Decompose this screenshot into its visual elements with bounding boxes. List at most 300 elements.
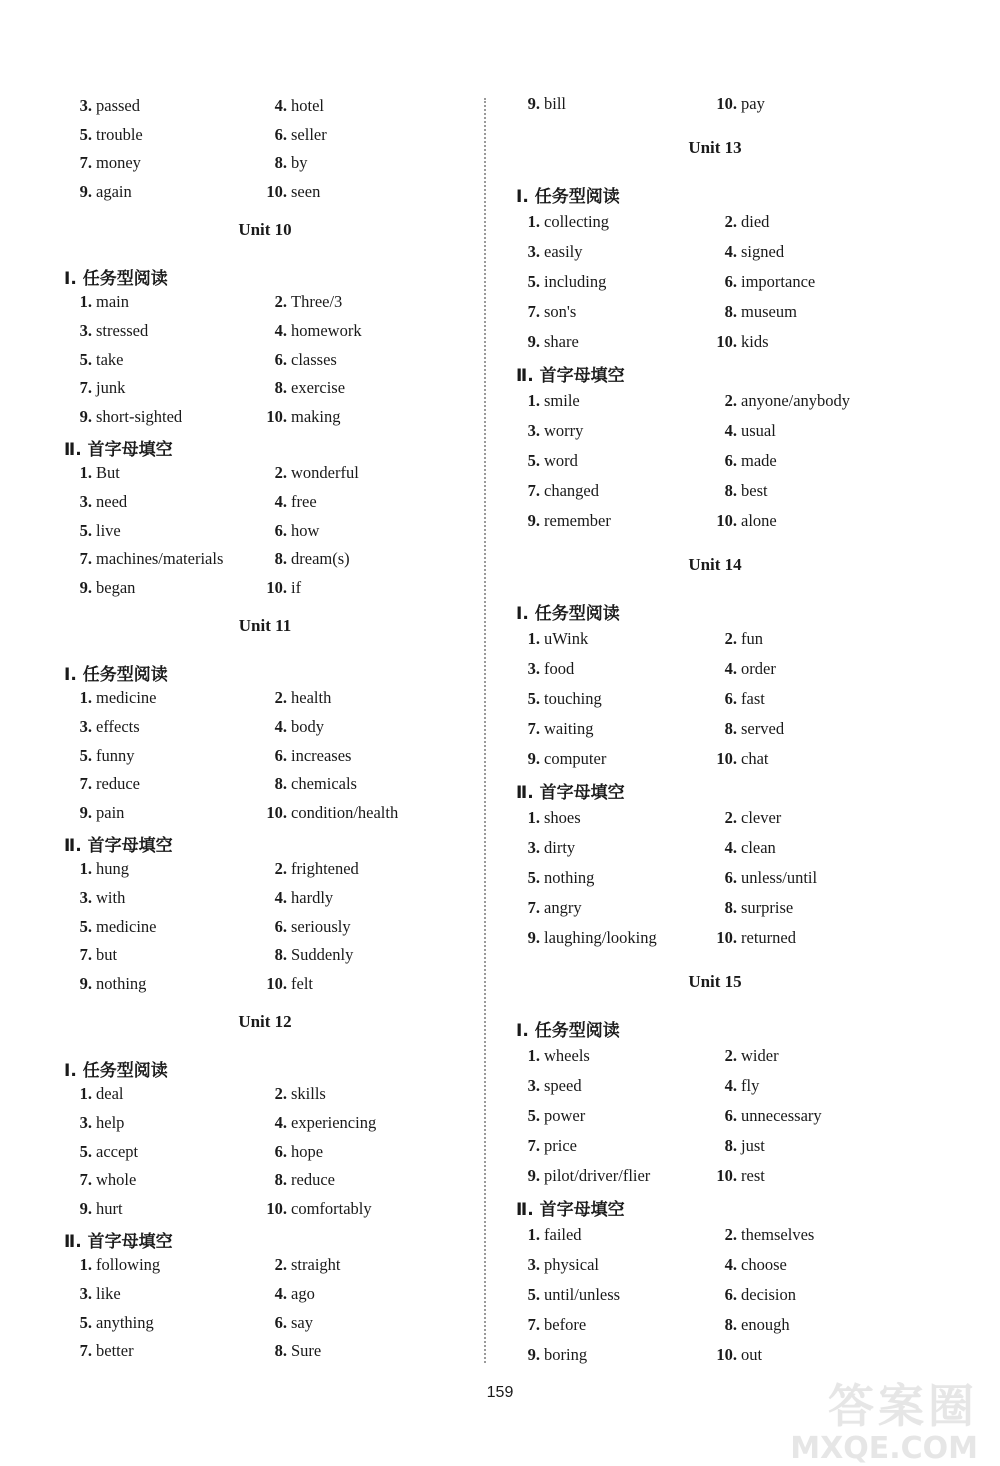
answer-number: 9. (79, 1198, 92, 1218)
answer-item (715, 1225, 814, 1245)
answer-item (518, 928, 657, 948)
answer-text: hotel (291, 96, 324, 115)
answer-number: 3. (79, 1284, 92, 1303)
answer-item (518, 868, 594, 888)
answer-number: 2. (274, 1084, 287, 1104)
unit-title: Unit 12 (238, 1012, 292, 1032)
answer-text: son's (544, 301, 577, 321)
answer-text: reduce (96, 774, 140, 794)
answer-number: 3. (79, 321, 92, 340)
answer-text: wheels (544, 1045, 590, 1065)
answer-number: 2. (724, 628, 737, 648)
answer-text: importance (741, 271, 816, 291)
answer-number: 10. (716, 94, 737, 113)
answer-number: 10. (716, 331, 737, 351)
answer-text: but (96, 945, 118, 965)
section-title: Ⅱ. 首字母填空 (516, 366, 625, 387)
answer-text: served (741, 718, 785, 738)
answer-number: 7. (79, 549, 92, 569)
answer-number: 8. (274, 774, 287, 794)
answer-item (715, 302, 797, 322)
answer-number: 7. (79, 378, 92, 398)
answer-text: better (96, 1341, 134, 1361)
answer-number: 7. (527, 481, 540, 501)
answer-item (265, 182, 320, 202)
answer-item (265, 1170, 335, 1190)
answer-number: 6. (724, 688, 737, 708)
answer-item (518, 838, 575, 858)
answer-text: share (544, 331, 579, 351)
answer-item (518, 749, 606, 769)
answer-text: comfortably (291, 1198, 372, 1218)
answer-item (715, 689, 765, 709)
answer-text: hope (291, 1141, 324, 1161)
answer-text: waiting (544, 718, 594, 738)
answer-number: 7. (527, 301, 540, 321)
answer-item (265, 1284, 315, 1304)
answer-number: 3. (527, 658, 540, 678)
answer-item (265, 292, 342, 312)
answer-number: 10. (716, 1345, 737, 1364)
answer-item (518, 659, 574, 679)
answer-text: fun (741, 628, 763, 648)
answer-text: physical (544, 1255, 599, 1275)
answer-item (265, 859, 359, 879)
answer-text: returned (741, 928, 796, 947)
answer-text: just (741, 1135, 765, 1155)
unit-title: Unit 13 (688, 137, 742, 157)
answer-text: began (96, 577, 136, 597)
answer-item (715, 898, 793, 918)
answer-text: themselves (741, 1225, 815, 1245)
section-title: Ⅱ. 首字母填空 (64, 836, 173, 857)
answer-text: including (544, 271, 607, 291)
answer-item (715, 1166, 765, 1186)
answer-text: enough (741, 1315, 790, 1335)
answer-number: 10. (266, 802, 287, 822)
answer-number: 8. (274, 1170, 287, 1190)
answer-number: 3. (79, 1113, 92, 1132)
answer-text: experiencing (291, 1113, 377, 1132)
answer-item (715, 629, 763, 649)
answer-text: fast (741, 688, 765, 708)
answer-item (265, 96, 324, 116)
answer-number: 10. (266, 181, 287, 201)
answer-text: dirty (544, 838, 576, 858)
answer-item (70, 378, 125, 398)
answer-text: live (96, 520, 121, 540)
answer-text: speed (544, 1075, 582, 1095)
answer-text: died (741, 211, 770, 231)
answer-text: shoes (544, 808, 581, 828)
answer-item (518, 1166, 650, 1186)
answer-number: 2. (274, 1255, 287, 1275)
watermark-logo (718, 1380, 978, 1466)
answer-item (265, 321, 362, 341)
answer-item (715, 1285, 796, 1305)
answer-number: 4. (724, 421, 737, 441)
answer-text: dream(s) (291, 549, 350, 569)
answer-text: uWink (544, 628, 589, 648)
answer-item (715, 1076, 759, 1096)
answer-item (518, 451, 578, 471)
answer-text: help (96, 1113, 125, 1132)
answer-number: 3. (79, 888, 92, 907)
answer-number: 7. (79, 1170, 92, 1190)
answer-text: surprise (741, 898, 794, 918)
answer-item (715, 838, 776, 858)
answer-text: word (544, 451, 578, 471)
answer-number: 6. (274, 916, 287, 936)
answer-text: felt (291, 973, 313, 993)
answer-item (265, 688, 331, 708)
answer-item (715, 212, 769, 232)
answer-item (265, 350, 337, 370)
answer-item (265, 1255, 341, 1275)
answer-text: seriously (291, 916, 351, 936)
answer-number: 3. (527, 838, 540, 858)
answer-text: rest (741, 1165, 765, 1185)
answer-text: wider (741, 1045, 779, 1065)
answer-number: 4. (724, 1075, 737, 1095)
answer-item (70, 463, 120, 483)
answer-text: price (544, 1135, 577, 1155)
answer-item (518, 898, 582, 918)
answer-item (715, 511, 777, 531)
answer-text: Sure (291, 1341, 322, 1361)
answer-number: 4. (274, 1113, 287, 1132)
answer-number: 8. (274, 945, 287, 965)
answer-number: 2. (724, 391, 737, 411)
answer-text: Suddenly (291, 945, 354, 965)
answer-item (265, 492, 317, 512)
answer-item (518, 242, 583, 262)
answer-text: effects (96, 717, 140, 736)
answer-number: 4. (274, 888, 287, 907)
answer-number: 9. (527, 928, 540, 947)
answer-number: 5. (79, 349, 92, 369)
answer-item (70, 292, 129, 312)
answer-item (265, 1199, 372, 1219)
answer-item (70, 1142, 138, 1162)
answer-item (265, 407, 341, 427)
answer-text: until/unless (544, 1285, 621, 1305)
answer-number: 3. (79, 96, 92, 115)
answer-item (70, 1084, 123, 1104)
answer-number: 1. (527, 1225, 540, 1245)
answer-number: 2. (274, 463, 287, 483)
answer-item (518, 94, 566, 114)
answer-number: 6. (724, 1285, 737, 1305)
answer-number: 2. (724, 1225, 737, 1245)
answer-number: 8. (274, 378, 287, 398)
answer-number: 10. (266, 577, 287, 597)
answer-number: 5. (527, 1105, 540, 1125)
answer-number: 10. (716, 748, 737, 768)
answer-number: 6. (724, 451, 737, 471)
answer-item (518, 808, 581, 828)
answer-item (518, 629, 588, 649)
answer-number: 2. (724, 1045, 737, 1065)
answer-item (518, 1255, 599, 1275)
answer-item (518, 1225, 582, 1245)
answer-text: before (544, 1315, 587, 1335)
answer-item (715, 868, 817, 888)
section-title: Ⅱ. 首字母填空 (516, 1200, 625, 1221)
answer-text: funny (96, 745, 135, 765)
answer-text: deal (96, 1084, 124, 1104)
answer-item (715, 719, 784, 739)
answer-item (70, 746, 135, 766)
answer-item (518, 1106, 585, 1126)
answer-item (265, 888, 333, 908)
answer-item (715, 1046, 779, 1066)
answer-item (265, 1142, 323, 1162)
answer-number: 5. (527, 1285, 540, 1305)
answer-number: 4. (274, 321, 287, 340)
answer-number: 1. (79, 463, 92, 483)
answer-item (265, 746, 351, 766)
answer-text: choose (741, 1255, 787, 1275)
answer-item (70, 350, 123, 370)
answer-number: 1. (79, 292, 92, 312)
answer-item (715, 451, 777, 471)
answer-number: 7. (79, 774, 92, 794)
answer-text: free (291, 492, 317, 511)
section-title: Ⅰ. 任务型阅读 (516, 186, 620, 207)
answer-number: 2. (274, 292, 287, 312)
unit-title: Unit 14 (688, 554, 742, 574)
answer-number: 4. (724, 241, 737, 261)
answer-text: But (96, 463, 120, 483)
answer-item (265, 974, 313, 994)
section-title: Ⅱ. 首字母填空 (64, 1232, 173, 1253)
answer-item (265, 549, 350, 569)
answer-item (265, 463, 359, 483)
answer-text: condition/health (291, 802, 399, 822)
answer-number: 3. (527, 1255, 540, 1275)
answer-number: 7. (79, 945, 92, 965)
answer-item (518, 421, 583, 441)
answer-text: computer (544, 748, 607, 768)
answer-text: following (96, 1255, 161, 1275)
answer-number: 10. (716, 1165, 737, 1185)
answer-text: skills (291, 1084, 326, 1104)
section-title: Ⅰ. 任务型阅读 (64, 269, 168, 290)
answer-text: remember (544, 511, 611, 530)
answer-item (715, 1106, 822, 1126)
answer-number: 1. (527, 391, 540, 411)
answer-item (715, 928, 796, 948)
answer-item (70, 974, 146, 994)
answer-number: 8. (724, 301, 737, 321)
answer-text: clean (741, 838, 776, 858)
answer-number: 2. (274, 859, 287, 879)
answer-text: made (741, 451, 777, 471)
answer-text: junk (96, 378, 126, 398)
answer-text: by (291, 153, 308, 173)
answer-number: 10. (716, 928, 737, 947)
section-title: Ⅰ. 任务型阅读 (64, 665, 168, 686)
answer-text: nothing (544, 868, 595, 888)
answer-number: 2. (724, 808, 737, 828)
answer-text: fly (741, 1075, 760, 1095)
answer-item (70, 945, 117, 965)
answer-item (715, 242, 784, 262)
answer-item (70, 549, 223, 569)
answer-number: 6. (274, 349, 287, 369)
answer-number: 10. (266, 973, 287, 993)
answer-text: decision (741, 1285, 796, 1305)
answer-text: seller (291, 124, 327, 144)
answer-item (518, 511, 611, 531)
answer-number: 5. (79, 124, 92, 144)
answer-item (70, 717, 140, 737)
section-title: Ⅱ. 首字母填空 (64, 440, 173, 461)
answer-text: easily (544, 241, 583, 261)
answer-number: 4. (274, 492, 287, 511)
answer-text: chat (741, 748, 769, 768)
answer-number: 5. (79, 520, 92, 540)
answer-number: 7. (79, 1341, 92, 1361)
answer-number: 1. (79, 1084, 92, 1104)
answer-item (70, 803, 124, 823)
answer-text: classes (291, 349, 337, 369)
answer-number: 7. (79, 153, 92, 173)
answer-text: like (96, 1284, 121, 1303)
answer-item (715, 808, 781, 828)
answer-number: 6. (274, 520, 287, 540)
answer-text: wonderful (291, 463, 359, 483)
answer-number: 3. (527, 421, 540, 441)
answer-number: 9. (79, 973, 92, 993)
answer-number: 1. (527, 808, 540, 828)
answer-number: 8. (724, 481, 737, 501)
answer-text: reduce (291, 1170, 335, 1190)
answer-item (518, 1315, 586, 1335)
answer-number: 9. (527, 94, 540, 113)
answer-text: hardly (291, 888, 334, 907)
answer-text: frightened (291, 859, 359, 879)
answer-number: 5. (527, 868, 540, 888)
answer-item (265, 378, 345, 398)
answer-text: making (291, 406, 341, 426)
answer-text: signed (741, 241, 785, 261)
answer-item (715, 1315, 790, 1335)
answer-item (70, 1284, 121, 1304)
answer-text: seen (291, 181, 321, 201)
answer-number: 9. (527, 511, 540, 530)
answer-text: body (291, 717, 324, 736)
answer-number: 8. (274, 549, 287, 569)
answer-item (518, 1136, 577, 1156)
answer-text: bill (544, 94, 567, 113)
answer-item (70, 1313, 154, 1333)
answer-text: anything (96, 1312, 154, 1332)
answer-number: 4. (724, 838, 737, 858)
answer-number: 9. (79, 577, 92, 597)
answer-text: touching (544, 688, 602, 708)
answer-number: 4. (724, 658, 737, 678)
answer-item (70, 182, 132, 202)
answer-item (715, 481, 768, 501)
answer-text: smile (544, 391, 580, 411)
answer-number: 6. (274, 124, 287, 144)
answer-item (265, 521, 319, 541)
answer-text: how (291, 520, 320, 540)
answer-number: 3. (527, 241, 540, 261)
answer-item (70, 125, 143, 145)
answer-number: 1. (527, 1045, 540, 1065)
answer-text: if (291, 577, 302, 597)
answer-text: with (96, 888, 126, 907)
answer-item (518, 689, 602, 709)
answer-item (715, 749, 768, 769)
watermark-text: 答案圈 (828, 1379, 978, 1433)
answer-text: exercise (291, 378, 346, 398)
answer-item (70, 688, 156, 708)
unit-title: Unit 11 (238, 616, 292, 636)
answer-number: 7. (527, 1315, 540, 1335)
answer-item (265, 125, 327, 145)
answer-number: 6. (724, 1105, 737, 1125)
watermark-url: MXQE.COM (790, 1431, 978, 1466)
answer-text: clever (741, 808, 782, 828)
answer-item (70, 153, 141, 173)
answer-number: 6. (274, 1141, 287, 1161)
answer-number: 10. (266, 1198, 287, 1218)
answer-text: out (741, 1345, 763, 1364)
answer-text: best (741, 481, 768, 501)
answer-item (715, 659, 776, 679)
answer-text: failed (544, 1225, 582, 1245)
answer-item (715, 94, 765, 114)
answer-number: 1. (79, 1255, 92, 1275)
answer-item (715, 1136, 765, 1156)
answer-text: angry (544, 898, 582, 918)
answer-text: machines/materials (96, 549, 224, 569)
answer-item (70, 859, 129, 879)
answer-item (70, 917, 156, 937)
answer-text: need (96, 492, 128, 511)
answer-item (518, 1046, 590, 1066)
answer-item (265, 917, 351, 937)
answer-number: 9. (79, 406, 92, 426)
answer-text: ago (291, 1284, 315, 1303)
answer-number: 9. (79, 802, 92, 822)
answer-text: Three/3 (291, 292, 343, 312)
answer-number: 4. (274, 1284, 287, 1303)
answer-text: hurt (96, 1198, 123, 1218)
section-title: Ⅰ. 任务型阅读 (516, 1020, 620, 1041)
answer-text: collecting (544, 211, 610, 231)
answer-item (70, 1341, 134, 1361)
answer-text: accept (96, 1141, 139, 1161)
section-title: Ⅱ. 首字母填空 (516, 783, 625, 804)
answer-number: 8. (274, 153, 287, 173)
answer-item (70, 1255, 160, 1275)
answer-item (70, 774, 140, 794)
answer-text: hung (96, 859, 129, 879)
answer-number: 5. (79, 1141, 92, 1161)
answer-item (70, 321, 148, 341)
answer-text: kids (741, 331, 769, 351)
answer-number: 8. (724, 1315, 737, 1335)
answer-number: 9. (527, 1345, 540, 1364)
answer-text: worry (544, 421, 584, 441)
answer-text: pay (741, 94, 765, 113)
answer-text: unless/until (741, 868, 818, 888)
